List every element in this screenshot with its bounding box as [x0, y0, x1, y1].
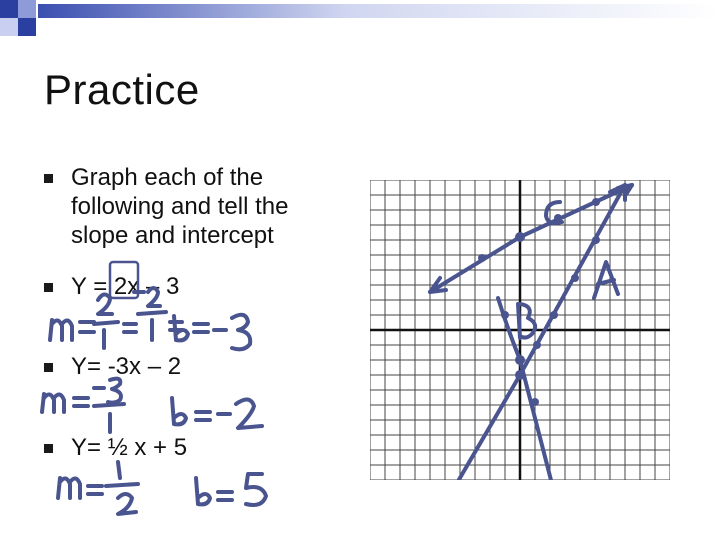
bullet-equation-3: Y= ½ x + 5: [71, 434, 188, 461]
bullet-instruction: Graph each of the following and tell the slope and intercept: [71, 164, 289, 249]
bullet-square-icon: [44, 444, 53, 453]
slide-title: Practice: [44, 66, 200, 113]
bullet-list: [44, 0, 364, 540]
bullet-square-icon: [44, 174, 53, 183]
bullet-equation-2: Y= -3x – 2: [71, 353, 182, 380]
bullet-square-icon: [44, 363, 53, 372]
bullet-square-icon: [44, 283, 53, 292]
bullet-equation-1: Y = 2x – 3: [71, 273, 180, 300]
coordinate-grid: [370, 180, 670, 480]
handwritten-letter-a: [594, 262, 618, 298]
line-b: [498, 298, 566, 480]
